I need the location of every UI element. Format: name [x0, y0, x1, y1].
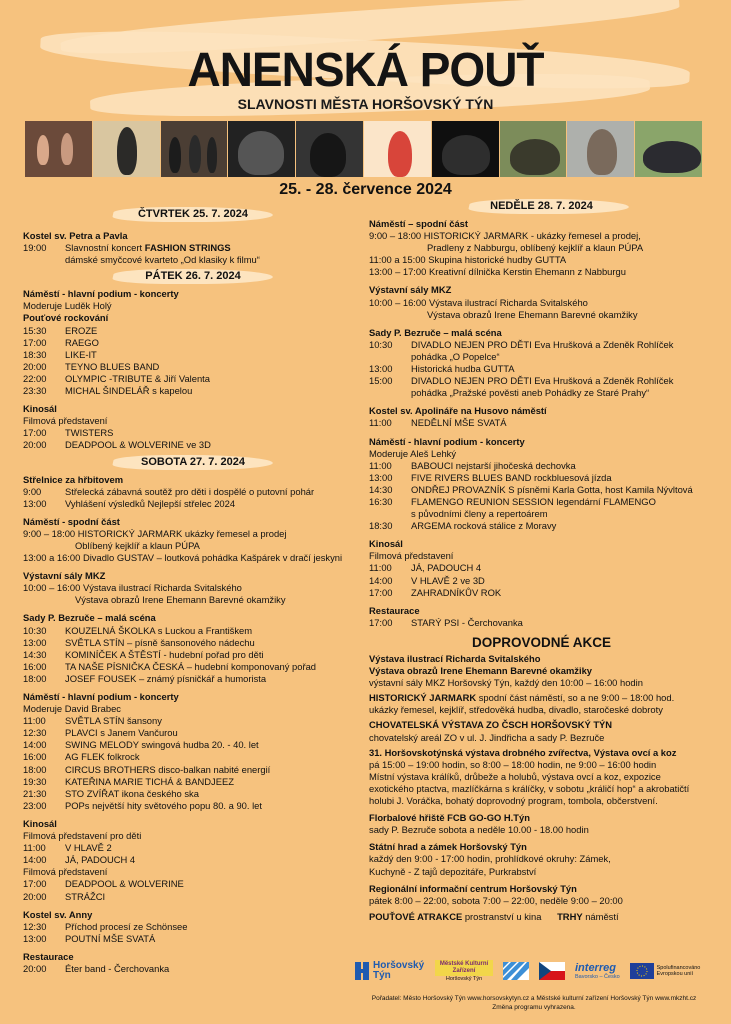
venue: Kostel sv. Anny — [23, 908, 93, 920]
venue: Výstavní sály MKZ — [369, 284, 452, 296]
list-item: 17:00 ZAHRADNÍKŮV ROK — [369, 586, 502, 598]
list-item: 9:00 – 18:00 HISTORICKÝ JARMARK - ukázky řemesel a prodej, — [369, 230, 641, 242]
mkz-logo: Městské Kulturní Zařízení Horšovský Týn — [435, 956, 493, 986]
list-item: 20:00 TEYNO BLUES BAND — [23, 360, 160, 372]
list-item: s původními členy a repertoárem — [411, 508, 548, 520]
subheading: Filmová představení pro děti — [23, 830, 142, 842]
list-item: 11:00 NEDĚLNÍ MŠE SVATÁ — [369, 417, 507, 429]
list-item: 15:30 EROZE — [23, 324, 98, 336]
band-photo — [364, 121, 431, 177]
event-title: Výstava ilustrací Richarda Svitalského — [369, 653, 541, 664]
venue: Restaurace — [23, 950, 74, 962]
band-photo — [25, 121, 92, 177]
list-item: 13:00 Vyhlášení výsledků Nejlepší střelec 2024 — [23, 497, 236, 509]
day-heading: PÁTEK 26. 7. 2024 — [23, 268, 363, 286]
band-photo — [500, 121, 567, 177]
venue: Kostel sv. Apolináře na Husovo náměstí — [369, 405, 547, 417]
list-item: 10:30 KOUZELNÁ ŠKOLKA s Luckou a Františkem — [23, 624, 253, 636]
subheading: Pouťové rockování — [23, 312, 109, 324]
bavaria-flag-icon — [503, 956, 529, 986]
list-item: 16:00 TA NAŠE PÍSNIČKA ČESKÁ – hudební komponovaný pořad — [23, 660, 317, 672]
list-item: 17:00 DEADPOOL & WOLVERINE — [23, 878, 184, 890]
list-item: 13:00 FIVE RIVERS BLUES BAND rockbluesová jízda — [369, 471, 612, 483]
section-title: DOPROVODNÉ AKCE — [471, 634, 611, 650]
list-item: 10:30 DIVADLO NEJEN PRO DĚTI Eva Hrušková a Zdeněk Rohlíček — [369, 338, 674, 350]
list-item: Výstava obrazů Irene Ehemann Barevné okamžiky — [75, 594, 286, 606]
list-item: 23:00 POPs největší hity světového popu 80. a 90. let — [23, 799, 262, 811]
list-item: 16:30 FLAMENGO REUNION SESSION legendární FLAMENGO — [369, 495, 656, 507]
list-item: 12:30 PLAVCI s Janem Vančurou — [23, 727, 178, 739]
list-item: 18:00 CIRCUS BROTHERS disco-balkan nabité energií — [23, 763, 271, 775]
list-item: 13:00 a 16:00 Divadlo GUSTAV – loutková pohádka Kašpárek v dračí jeskyni — [23, 552, 343, 564]
list-item: 14:30 KOMINÍČEK A ŠTĚSTÍ - hudební pořad pro děti — [23, 648, 264, 660]
list-item: pohádka „O Popelce“ — [411, 350, 500, 362]
list-item: 18:30 LIKE-IT — [23, 348, 97, 360]
list-item: 17:00 TWISTERS — [23, 427, 114, 439]
event-title: Florbalové hřiště FCB GO-GO H.Týn — [369, 812, 530, 824]
list-item: 16:00 AG FLEK folkrock — [23, 751, 140, 763]
event-detail: sady P. Bezruče sobota a neděle 10.00 - 18.00 hodin — [369, 824, 589, 836]
list-item: 20:00 DEADPOOL & WOLVERINE ve 3D — [23, 439, 211, 451]
list-item: 14:00 JÁ, PADOUCH 4 — [23, 854, 136, 866]
list-item: dámské smyčcové kvarteto „Od klasiky k filmu“ — [65, 254, 260, 266]
festival-dates: 25. - 28. července 2024 — [279, 181, 452, 198]
venue: Náměstí - spodní část — [23, 515, 120, 527]
list-item: 10:00 – 16:00 Výstava ilustrací Richarda Svitalského — [369, 296, 588, 308]
footer-note: Změna programu vyhrazena. — [492, 1004, 576, 1011]
day-heading: SOBOTA 27. 7. 2024 — [23, 454, 363, 472]
band-photo — [567, 121, 634, 177]
venue: Kinosál — [23, 817, 57, 829]
header — [0, 0, 731, 120]
day-heading: ČTVRTEK 25. 7. 2024 — [23, 206, 363, 224]
event-detail: ukázky řemesel, kejklíř, středověká hudba, divadlo, staročeské dobroty — [369, 704, 663, 716]
eu-flag-icon — [630, 963, 654, 979]
venue: Střelnice za hřbitovem — [23, 473, 124, 485]
venue: Náměstí - hlavní podium - koncerty — [23, 691, 179, 702]
event-title: 31. Horšovskotýnská výstava drobného zvířectva, Výstava ovcí a koz — [369, 746, 677, 758]
event-detail: každý den 9:00 - 17:00 hodin, prohlídkové okruhy: Zámek, — [369, 853, 611, 865]
list-item: 11:00 BABOUCI nejstarší jihočeská dechovka — [369, 459, 576, 471]
event-title: Státní hrad a zámek Horšovský Týn — [369, 841, 527, 853]
event-detail: holubi J. Voráčka, bohatý doprovodný program, tombola, občerstvení. — [369, 795, 658, 807]
venue: Náměstí - hlavní podium - koncerty — [369, 435, 525, 447]
venue: Náměstí - hlavní podium - koncerty — [23, 288, 179, 300]
list-item: 20:00 STRÁŽCI — [23, 890, 106, 902]
subheading: Filmová představení — [23, 866, 108, 878]
list-item: 20:00 Éter band - Čerchovanka — [23, 962, 170, 974]
list-item: 14:00 SWING MELODY swingová hudba 20. - 40. let — [23, 739, 259, 751]
list-item: 13:00 – 17:00 Kreativní dílnička Kerstin Ehemann z Nabburgu — [369, 266, 626, 278]
list-item: 11:00 V HLAVĚ 2 — [23, 842, 112, 854]
day-heading: NEDĚLE 28. 7. 2024 — [369, 198, 714, 216]
list-item: 13:00 Historická hudba GUTTA — [369, 363, 515, 375]
moderator: Moderuje David Brabec — [23, 703, 121, 715]
list-item: pohádka „Pražské pověsti aneb Pohádky ze Staré Prahy“ — [411, 387, 650, 399]
partner-logos — [355, 954, 710, 988]
list-item: 11:00 a 15:00 Skupina historické hudby GUTTA — [369, 254, 567, 266]
list-item: 14:30 ONDŘEJ PROVAZNÍK S písněmi Karla Gotta, host Kamila Nývltová — [369, 483, 693, 495]
list-item: 12:30 Příchod procesí ze Schönsee — [23, 920, 188, 932]
band-photo — [93, 121, 160, 177]
event-title: CHOVATELSKÁ VÝSTAVA ZO ČSCH HORŠOVSKÝ TÝN — [369, 719, 613, 731]
list-item: 9:00 Střelecká zábavná soutěž pro děti i dospělé o putovní pohár — [23, 485, 315, 497]
event-detail: exotického ptactva, mazlíčkárna s králíčky, v sobotu „králičí hop“ a akrobatičtí — [369, 782, 690, 794]
interreg-logo: interreg Bavorsko – Česko — [575, 962, 620, 980]
list-item: 17:00 RAEGO — [23, 336, 99, 348]
event-detail: chovatelský areál ZO v ul. J. Jindřicha a sady P. Bezruče — [369, 731, 605, 743]
venue: Kinosál — [369, 538, 403, 550]
list-item: 17:00 STARÝ PSI - Čerchovanka — [369, 616, 523, 628]
town-logo: Horšovský Týn — [355, 956, 425, 986]
event-detail: Místní výstava králíků, drůbeže a holubů, výstava ovcí a koz, expozice — [369, 770, 661, 782]
czech-flag-icon — [539, 956, 565, 986]
list-item: 13:00 POUTNÍ MŠE SVATÁ — [23, 932, 156, 944]
list-item: 9:00 – 18:00 HISTORICKÝ JARMARK ukázky řemesel a prodej — [23, 527, 287, 539]
venue: Sady P. Bezruče – malá scéna — [23, 612, 156, 624]
list-item: 22:00 OLYMPIC -TRIBUTE & Jiří Valenta — [23, 372, 210, 384]
list-item: Výstava obrazů Irene Ehemann Barevné okamžiky — [427, 308, 638, 320]
list-item: 21:30 STO ZVÍŘAT ikona českého ska — [23, 787, 199, 799]
event-detail: výstavní sály MKZ Horšovský Týn, každý den 10:00 – 16:00 hodin — [369, 677, 643, 689]
footer — [354, 994, 714, 1012]
subheading: Filmová představení — [23, 415, 108, 427]
photo-strip — [25, 121, 702, 177]
list-item: 15:00 DIVADLO NEJEN PRO DĚTI Eva Hrušková a Zdeněk Rohlíček — [369, 375, 674, 387]
subheading: Filmová představení — [369, 550, 454, 562]
left-column — [23, 204, 363, 975]
event-detail: pá 15:00 – 19:00 hodin, so 8:00 – 18:00 hodin, ne 9:00 – 16:00 hodin — [369, 758, 657, 770]
band-photo — [161, 121, 228, 177]
list-item: 18:30 ARGEMA rocková stálice z Moravy — [369, 520, 557, 532]
page-subtitle: SLAVNOSTI MĚSTA HORŠOVSKÝ TÝN — [237, 96, 494, 112]
venue: Náměstí – spodní část — [369, 218, 468, 229]
list-item: Oblíbený kejklíř a klaun PÚPA — [75, 539, 200, 551]
list-item: 13:00 SVĚTLA STÍN – písně šansonového nádechu — [23, 636, 255, 648]
venue: Sady P. Bezruče – malá scéna — [369, 326, 502, 338]
list-item: 18:00 JOSEF FOUSEK – známý písničkář a humorista — [23, 672, 267, 684]
event-title: POUŤOVÉ ATRAKCE prostranství u kina TRHY náměstí — [369, 910, 619, 922]
venue: Výstavní sály MKZ — [23, 570, 106, 582]
list-item: 19:00 Slavnostní koncert FASHION STRINGS — [23, 242, 231, 254]
event-detail: pátek 8:00 – 22:00, sobota 7:00 – 22:00, neděle 9:00 – 20:00 — [369, 894, 623, 906]
list-item: 11:00 SVĚTLA STÍN šansony — [23, 715, 162, 727]
band-photo — [432, 121, 499, 177]
band-photo — [228, 121, 295, 177]
moderator: Moderuje Aleš Lehký — [369, 447, 457, 459]
eu-logo: Spolufinancováno Evropskou unií — [630, 956, 703, 986]
band-photo — [635, 121, 702, 177]
town-logo-icon — [355, 962, 369, 980]
moderator: Moderuje Luděk Holý — [23, 300, 112, 312]
list-item: 23:30 MICHAL ŠINDELÁŘ s kapelou — [23, 385, 193, 397]
list-item: 19:30 KATEŘINA MARIE TICHÁ & BANDJEEZ — [23, 775, 234, 787]
footer-organizer: Pořadatel: Město Horšovský Týn www.horsovskytyn.cz a Městské kulturní zařízení Horšovský Týn www.mkzht.cz — [371, 995, 697, 1002]
event-detail: Kuchyně - Z tajů depozitáře, Purkrabství — [369, 865, 537, 877]
list-item: 14:00 V HLAVĚ 2 ve 3D — [369, 574, 485, 586]
venue: Kostel sv. Petra a Pavla — [23, 230, 128, 241]
event-title: Výstava obrazů Irene Ehemann Barevné okamžiky — [369, 665, 593, 677]
event-title: HISTORICKÝ JARMARK spodní část náměstí, so a ne 9:00 – 18:00 hod. — [369, 692, 675, 704]
band-photo — [296, 121, 363, 177]
event-title: Regionální informační centrum Horšovský Týn — [369, 882, 577, 894]
list-item: Pradleny z Nabburgu, oblíbený kejklíř a klaun PÚPA — [427, 242, 644, 254]
list-item: 11:00 JÁ, PADOUCH 4 — [369, 562, 482, 574]
page-title: ANENSKÁ POUŤ — [187, 41, 544, 97]
venue: Kinosál — [23, 403, 57, 415]
list-item: 10:00 – 16:00 Výstava ilustrací Richarda Svitalského — [23, 582, 242, 594]
right-column — [369, 196, 714, 923]
venue: Restaurace — [369, 604, 420, 616]
